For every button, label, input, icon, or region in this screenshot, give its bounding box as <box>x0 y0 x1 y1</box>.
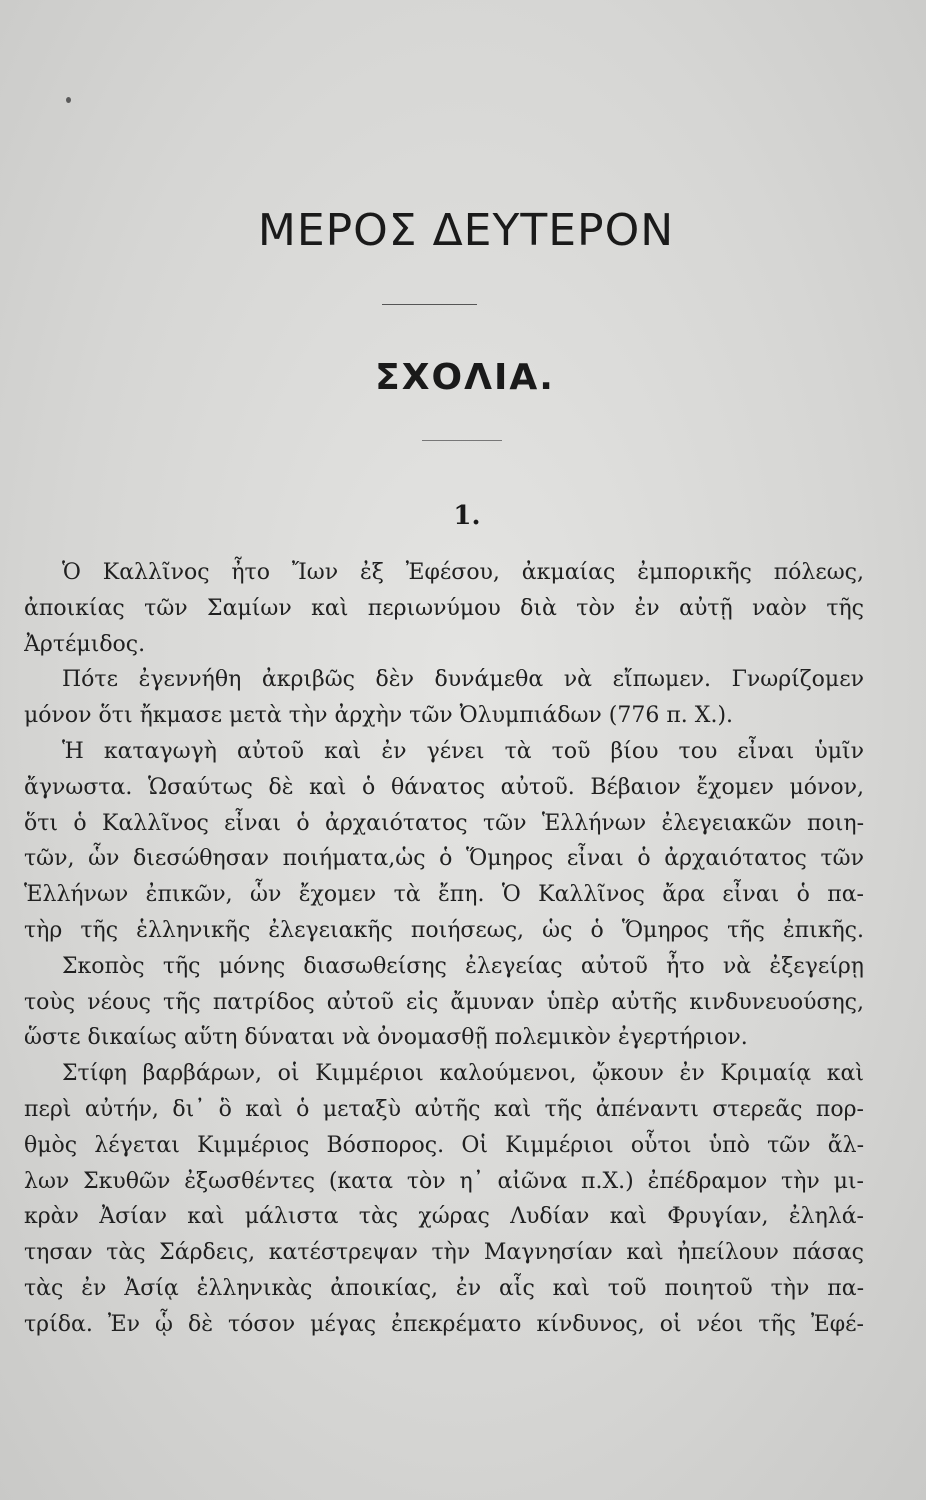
text-line: ἀποικίας τῶν Σαμίων καὶ περιωνύμου διὰ τὸν ἐν αὐτῇ ναὸν τῆς <box>24 595 864 621</box>
text-line: τοὺς νέους τῆς πατρίδος αὐτοῦ εἰς ἄμυναν ὑπὲρ αὐτῆς κινδυνευούσης, <box>24 989 864 1015</box>
divider-rule <box>422 440 502 441</box>
text-line: λων Σκυθῶν ἐξωσθέντες (κατα τὸν η᾽ αἰῶνα π.Χ.) ἐπέδραμον τὴν μι- <box>24 1168 864 1194</box>
text-line: κρὰν Ἀσίαν καὶ μάλιστα τὰς χώρας Λυδίαν καὶ Φρυγίαν, ἐληλά- <box>24 1204 864 1230</box>
text-line: Ὁ Καλλῖνος ἦτο Ἴων ἐξ Ἐφέσου, ἀκμαίας ἐμπορικῆς πόλεως, <box>62 560 864 585</box>
text-line: περὶ αὐτήν, δι᾽ ὃ καὶ ὁ μεταξὺ αὐτῆς καὶ τῆς ἀπέναντι στερεᾶς πορ- <box>24 1096 864 1122</box>
text-line: τησαν τὰς Σάρδεις, κατέστρεψαν τὴν Μαγνησίαν καὶ ἠπείλουν πάσας <box>24 1240 864 1266</box>
text-line: Ἡ καταγωγὴ αὐτοῦ καὶ ἐν γένει τὰ τοῦ βίου του εἶναι ὑμῖν <box>62 738 864 764</box>
text-line: Σκοπὸς τῆς μόνης διασωθείσης ἐλεγείας αὐτοῦ ἦτο νὰ ἐξεγείρῃ <box>62 953 864 979</box>
text-line: ὥστε δικαίως αὕτη δύναται νὰ ὀνομασθῇ πολεμικὸν ἐγερτήριον. <box>24 1025 748 1051</box>
text-line: ἄγνωστα. Ὡσαύτως δὲ καὶ ὁ θάνατος αὐτοῦ. Βέβαιον ἔχομεν μόνον, <box>24 774 864 800</box>
text-line: τρίδα. Ἐν ᾧ δὲ τόσον μέγας ἐπεκρέματο κίνδυνος, οἱ νέοι τῆς Ἐφέ- <box>24 1311 864 1337</box>
text-line: Ἀρτέμιδος. <box>24 631 146 657</box>
text-line: ὅτι ὁ Καλλῖνος εἶναι ὁ ἀρχαιότατος τῶν Ἑλλήνων ἐλεγειακῶν ποιη- <box>24 810 864 836</box>
part-title: ΜΕΡΟΣ ΔΕΥΤΕΡΟΝ <box>257 205 675 256</box>
body-text <box>24 555 864 1343</box>
divider-rule <box>382 304 477 305</box>
text-line: Πότε ἐγεννήθη ἀκριβῶς δὲν δυνάμεθα νὰ εἴπωμεν. Γνωρίζομεν <box>62 667 864 693</box>
text-line: τὰς ἐν Ἀσίᾳ ἑλληνικὰς ἀποικίας, ἐν αἷς καὶ τοῦ ποιητοῦ τὴν πα- <box>24 1275 864 1301</box>
text-line: τῶν, ὧν διεσώθησαν ποιήματα,ὡς ὁ Ὅμηρος εἶναι ὁ ἀρχαιότατος τῶν <box>24 846 864 872</box>
text-line: μόνον ὅτι ἤκμασε μετὰ τὴν ἀρχὴν τῶν Ὀλυμπιάδων (776 π. Χ.). <box>24 703 734 729</box>
print-speck <box>66 97 71 103</box>
text-line: Στίφη βαρβάρων, οἱ Κιμμέριοι καλούμενοι, ᾤκουν ἐν Κριμαίᾳ καὶ <box>62 1061 864 1087</box>
text-line: τὴρ τῆς ἑλληνικῆς ἐλεγειακῆς ποιήσεως, ὡς ὁ Ὅμηρος τῆς ἐπικῆς. <box>24 917 864 943</box>
text-line: θμὸς λέγεται Κιμμέριος Βόσπορος. Οἱ Κιμμέριοι οὗτοι ὑπὸ τῶν ἄλ- <box>24 1132 864 1158</box>
section-title: ΣΧΟΛΙΑ. <box>375 357 555 398</box>
text-line: Ἑλλήνων ἐπικῶν, ὧν ἔχομεν τὰ ἔπη. Ὁ Καλλῖνος ἄρα εἶναι ὁ πα- <box>24 882 864 908</box>
section-number: 1. <box>453 501 481 531</box>
